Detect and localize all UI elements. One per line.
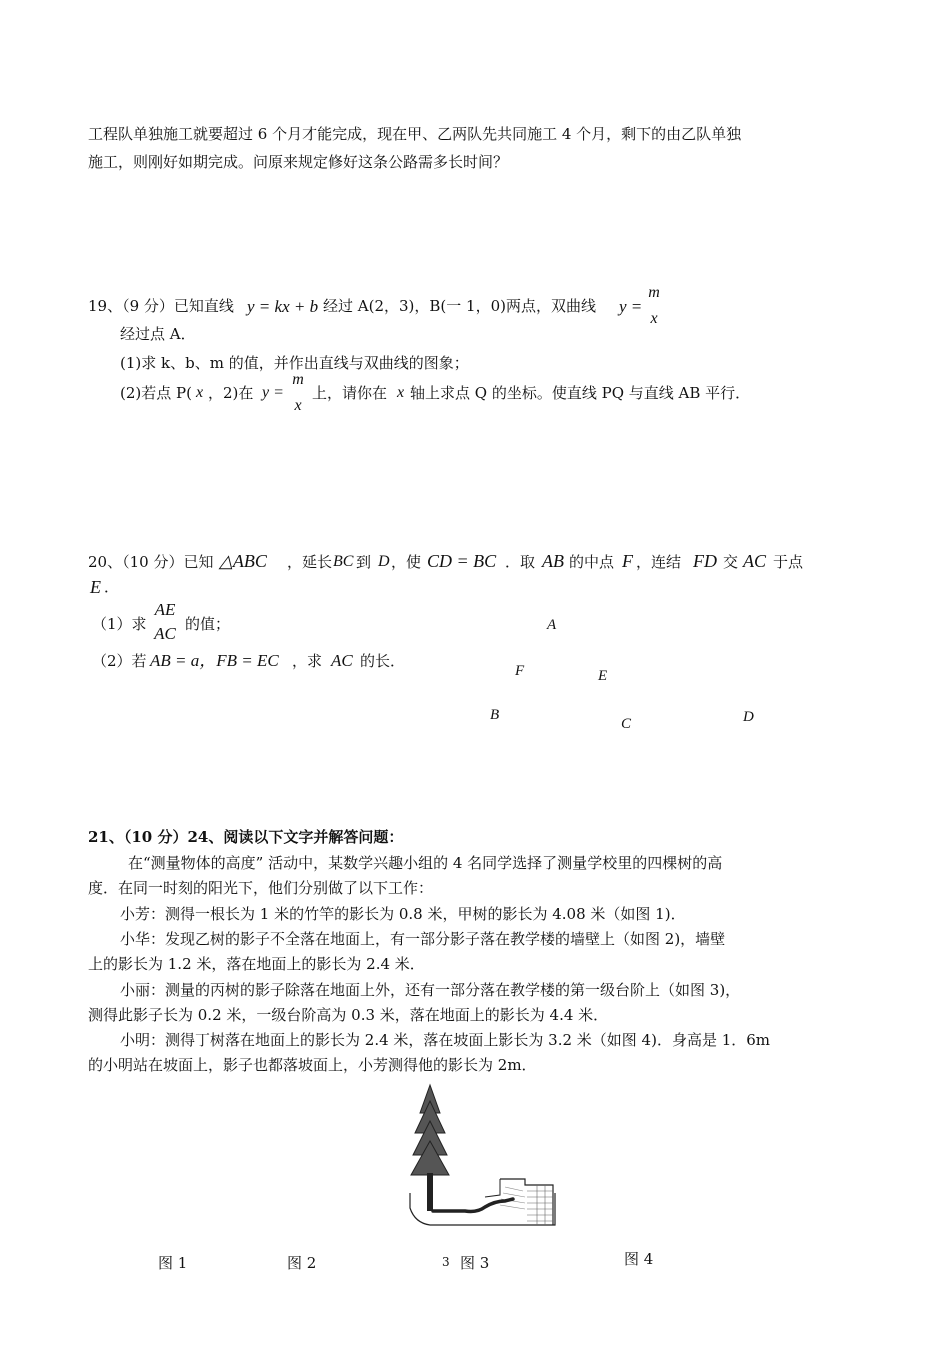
p21-heading-text: 21、（10 分）24、阅读以下文字并解答问题：	[88, 828, 404, 846]
point-label-c: C	[621, 716, 632, 732]
p20-cd-eq-bc: CD = BC	[427, 551, 497, 571]
p20-text-10: ．	[104, 578, 120, 596]
tree-steps-figure	[405, 1083, 565, 1233]
p20-bc: BC	[333, 553, 354, 570]
p19-q2-end: 轴上求点 Q 的坐标。使直线 PQ 与直线 AB 平行．	[410, 384, 751, 402]
fraction-numerator: AE	[154, 600, 176, 619]
fraction-denominator: AC	[154, 624, 176, 643]
p20-q2-end: 的长．	[360, 652, 406, 670]
p21-line-1: 在“测量物体的高度” 活动中，某数学兴趣小组的 4 名同学选择了测量学校里的四棵树的高	[128, 854, 723, 872]
fraction-denominator: x	[650, 310, 658, 327]
p20-heading: 20、（10 分）已知	[88, 553, 214, 571]
p21-line-8: 小明：测得丁树落在地面上的影长为 2.4 米，落在坡面上影长为 3.2 米（如图 4)．身高是 1．6m	[120, 1031, 771, 1049]
p19-q2-text: 上，请你在	[312, 384, 388, 402]
p19-q2-fraction	[288, 372, 308, 414]
p19-line-equation: y = kx + b	[247, 297, 319, 316]
p20-q2-start: （2）若	[92, 652, 147, 670]
p20-f: F	[622, 551, 633, 571]
p19-question-1: (1)求 k、b、m 的值，并作出直线与双曲线的图象；	[120, 354, 469, 372]
p19-q2-start: (2)若点 P(	[120, 384, 192, 402]
point-label-d: D	[743, 709, 754, 725]
p20-e: E	[90, 577, 101, 597]
p20-ac: AC	[743, 551, 767, 571]
p20-text-8: 交	[723, 553, 739, 571]
p19-fraction-m-over-x	[643, 285, 665, 327]
p21-line-2: 度．在同一时刻的阳光下，他们分别做了以下工作：	[88, 879, 434, 897]
p21-heading	[88, 830, 403, 845]
p20-fd: FD	[693, 551, 717, 571]
p20-text-5: ．取	[505, 553, 536, 571]
p21-line-9: 的小明站在坡面上，影子也都落坡面上，小芳测得他的影长为 2m．	[88, 1056, 537, 1074]
p21-line-7: 测得此影子长为 0.2 米，一级台阶高为 0.3 米，落在地面上的影长为 4.4 米．	[88, 1006, 609, 1024]
p20-text-6: 的中点	[569, 553, 615, 571]
p20-text-4: ，使	[391, 553, 422, 571]
tree-trunk	[427, 1173, 433, 1211]
p21-line-4: 小华：发现乙树的影子不全落在地面上，有一部分影子落在教学楼的墙壁上（如图 2)，墙壁	[120, 930, 726, 948]
p19-q2-mid: ，2)在	[208, 384, 254, 402]
p21-line-6: 小丽：测量的丙树的影子除落在地面上外，还有一部分落在教学楼的第一级台阶上（如图 3)，	[120, 981, 741, 999]
caption-figure-3: 图 3	[460, 1254, 490, 1272]
p19-points: 经过 A(2，3)，B(一 1，0)两点，双曲线	[323, 297, 596, 315]
p18-line2: 施工，则刚好如期完成。问原来规定修好这条公路需多长时间？	[88, 153, 509, 171]
tree-foliage-low	[411, 1141, 449, 1175]
p19-heading: 19、（9 分）已知直线	[88, 297, 234, 315]
page-number: 3	[442, 1255, 450, 1269]
fraction-denominator: x	[294, 397, 302, 414]
p19-q2-y-eq: y =	[262, 384, 284, 401]
p19-line2: 经过点 A．	[120, 325, 196, 343]
p20-d: D	[378, 553, 390, 570]
p21-line-3: 小芳：测得一根长为 1 米的竹竿的影长为 0.8 米，甲树的影长为 4.08 米（如图 1)．	[120, 905, 686, 923]
point-label-b: B	[490, 707, 500, 723]
caption-figure-2: 图 2	[287, 1254, 317, 1272]
p19-hyperbola-y: y =	[619, 297, 643, 316]
p19-q2-x2: x	[397, 384, 405, 401]
fraction-numerator: m	[648, 284, 660, 301]
caption-figure-4: 图 4	[624, 1250, 654, 1268]
point-label-a: A	[547, 617, 557, 633]
p21-line-5: 上的影长为 1.2 米，落在地面上的影长为 2.4 米．	[88, 955, 425, 973]
p20-q2-equation: AB = a，FB = EC	[150, 651, 279, 670]
p20-q1-fraction	[150, 601, 180, 642]
fraction-numerator: m	[292, 371, 304, 388]
p20-q2-mid: ，求	[292, 652, 323, 670]
p20-triangle: △ABC	[219, 551, 267, 571]
step-edge	[485, 1179, 500, 1197]
p19-q2-x: x	[196, 384, 204, 401]
caption-figure-1: 图 1	[158, 1254, 188, 1272]
p18-line1: 工程队单独施工就要超过 6 个月才能完成，现在甲、乙两队先共同施工 4 个月，剩下的由乙队单独	[88, 125, 742, 143]
p20-ab: AB	[542, 551, 564, 571]
point-label-f: F	[515, 663, 525, 679]
p20-q1-end: 的值；	[185, 615, 231, 633]
p20-q1-start: （1）求	[92, 615, 147, 633]
p20-text-3: 到	[356, 553, 372, 571]
point-label-e: E	[598, 668, 608, 684]
p20-text-7: ，连结	[636, 553, 682, 571]
p20-text-9: 于点	[773, 553, 804, 571]
p20-q2-ac: AC	[331, 651, 353, 670]
p20-text-2: ，延长	[287, 553, 333, 571]
